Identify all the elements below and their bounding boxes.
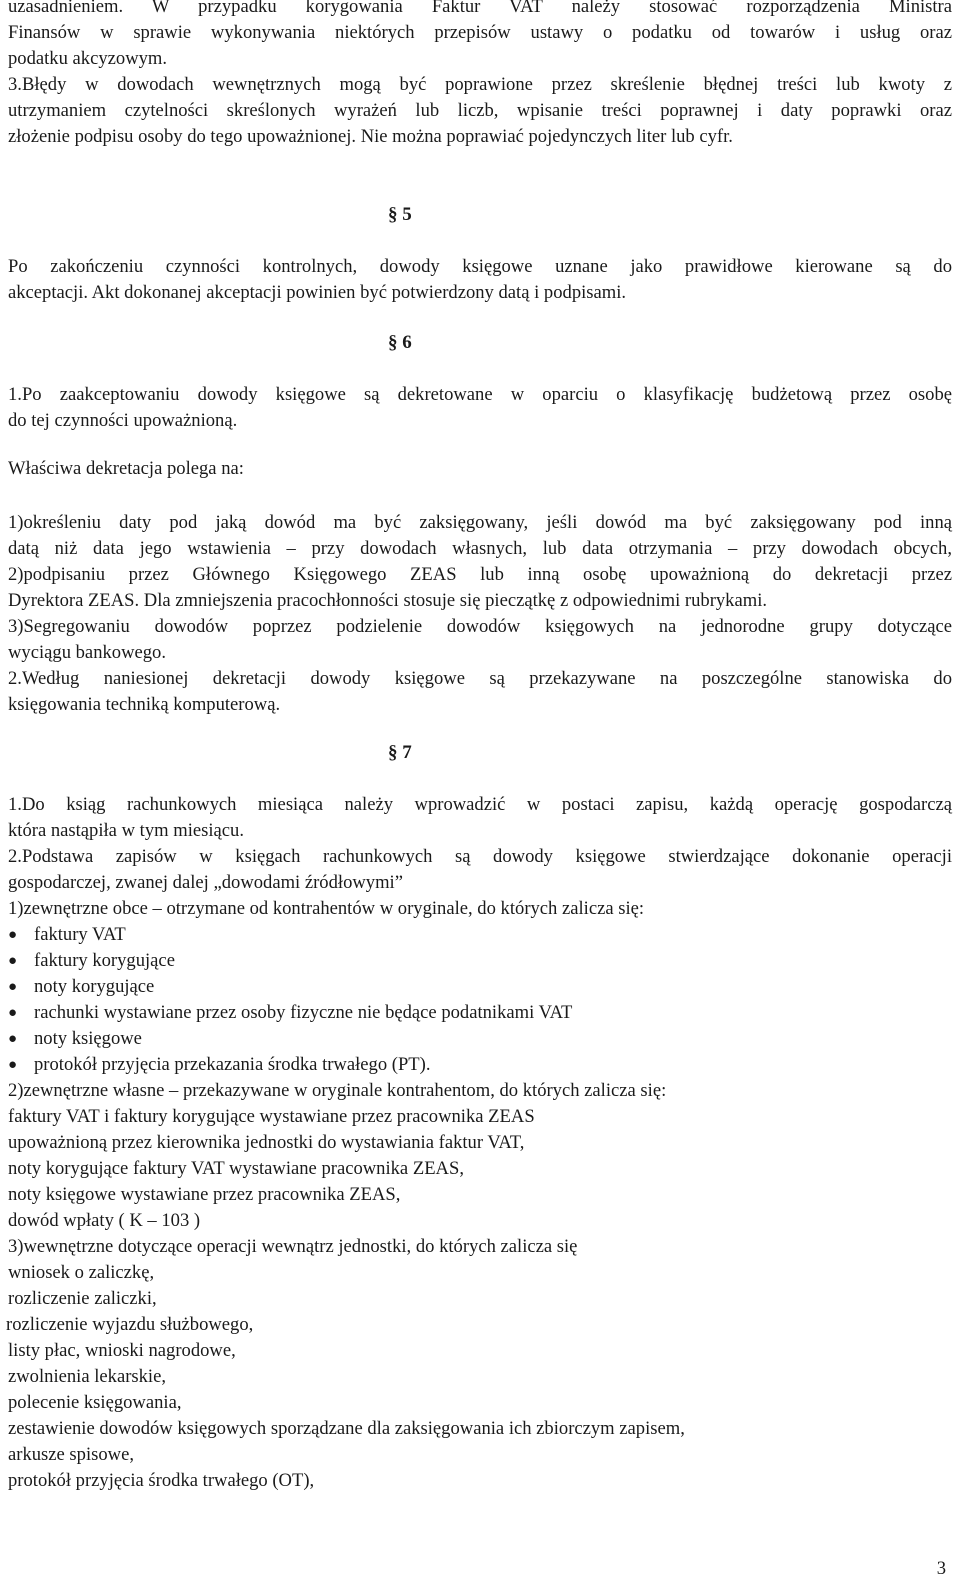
text-line: datą niż data jego wstawienia – przy dowodach własnych, lub data otrzymania – przy dowodach obcych, [8, 538, 952, 559]
text-line: 3)wewnętrzne dotyczące operacji wewnątrz jednostki, do których zalicza się [8, 1236, 578, 1257]
bullet-icon: ● [8, 1057, 18, 1073]
text-line: 2.Podstawa zapisów w księgach rachunkowych są dowody księgowe stwierdzające dokonanie operacji [8, 846, 952, 867]
text-line: akceptacji. Akt dokonanej akceptacji powinien być potwierdzony datą i podpisami. [8, 282, 627, 303]
text-line: Finansów w sprawie wykonywania niektórych przepisów ustawy o podatku od towarów i usług oraz [8, 22, 952, 43]
text-line: gospodarczej, zwanej dalej „dowodami źródłowymi” [8, 872, 403, 893]
list-item: noty księgowe [34, 1028, 142, 1049]
text-line: złożenie podpisu osoby do tego upoważnionej. Nie można poprawiać pojedynczych liter lub cyfr. [8, 126, 733, 147]
text-line: rozliczenie wyjazdu służbowego, [6, 1314, 254, 1335]
text-line: 2)podpisaniu przez Głównego Księgowego ZEAS lub inną osobę upoważnioną do dekretacji przez [8, 564, 952, 585]
text-line: rozliczenie zaliczki, [8, 1288, 157, 1309]
list-item: rachunki wystawiane przez osoby fizyczne nie będące podatnikami VAT [34, 1002, 573, 1023]
text-line: zwolnienia lekarskie, [8, 1366, 166, 1387]
text-line: do tej czynności upoważnioną. [8, 410, 238, 431]
list-item: faktury VAT [34, 924, 126, 945]
text-line: Po zakończeniu czynności kontrolnych, dowody księgowe uznane jako prawidłowe kierowane są do [8, 256, 952, 277]
text-line: 3.Błędy w dowodach wewnętrznych mogą być poprawione przez skreślenie błędnej treści lub kwoty z [8, 74, 952, 95]
text-line: utrzymaniem czytelności skreślonych wyrażeń lub liczb, wpisanie treści poprawnej i daty poprawki oraz [8, 100, 952, 121]
text-line: 1)określeniu daty pod jaką dowód ma być zaksięgowany, jeśli dowód ma być zaksięgowany pod inną [8, 512, 952, 533]
list-item: noty korygujące [34, 976, 155, 997]
text-line: Dyrektora ZEAS. Dla zmniejszenia pracochłonności stosuje się pieczątkę z odpowiednimi rubrykami. [8, 590, 768, 611]
text-line: noty księgowe wystawiane przez pracownika ZEAS, [8, 1184, 401, 1205]
text-line: podatku akcyzowym. [8, 48, 168, 69]
text-line: Właściwa dekretacja polega na: [8, 458, 244, 479]
text-line: 1.Po zaakceptowaniu dowody księgowe są dekretowane w oparciu o klasyfikację budżetową przez osobę [8, 384, 952, 405]
text-line: zestawienie dowodów księgowych sporządzane dla zaksięgowania ich zbiorczym zapisem, [8, 1418, 685, 1439]
text-line: arkusze spisowe, [8, 1444, 134, 1465]
section-heading-6: § 6 [388, 332, 412, 353]
text-line: dowód wpłaty ( K – 103 ) [8, 1210, 201, 1231]
bullet-icon: ● [8, 927, 18, 943]
text-line: noty korygujące faktury VAT wystawiane pracownika ZEAS, [8, 1158, 464, 1179]
text-line: która nastąpiła w tym miesiącu. [8, 820, 244, 841]
text-line: protokół przyjęcia środka trwałego (OT), [8, 1470, 315, 1491]
text-line: 2.Według naniesionej dekretacji dowody księgowe są przekazywane na poszczególne stanowiska do [8, 668, 952, 689]
text-line: księgowania techniką komputerową. [8, 694, 281, 715]
text-line: faktury VAT i faktury korygujące wystawiane przez pracownika ZEAS [8, 1106, 535, 1127]
text-line: 1.Do ksiąg rachunkowych miesiąca należy wprowadzić w postaci zapisu, każdą operację gospodarczą [8, 794, 952, 815]
bullet-icon: ● [8, 953, 18, 969]
text-line: 1)zewnętrzne obce – otrzymane od kontrahentów w oryginale, do których zalicza się: [8, 898, 645, 919]
text-line: 2)zewnętrzne własne – przekazywane w oryginale kontrahentom, do których zalicza się: [8, 1080, 667, 1101]
bullet-icon: ● [8, 979, 18, 995]
list-item: protokół przyjęcia przekazania środka trwałego (PT). [34, 1054, 431, 1075]
text-line: wyciągu bankowego. [8, 642, 167, 663]
page-number: 3 [936, 1558, 946, 1579]
text-line: uzasadnieniem. W przypadku korygowania Faktur VAT należy stosować rozporządzenia Ministra [8, 0, 952, 17]
text-line: 3)Segregowaniu dowodów poprzez podzielenie dowodów księgowych na jednorodne grupy dotyczące [8, 616, 952, 637]
bullet-icon: ● [8, 1031, 18, 1047]
text-line: wniosek o zaliczkę, [8, 1262, 155, 1283]
bullet-icon: ● [8, 1005, 18, 1021]
list-item: faktury korygujące [34, 950, 175, 971]
text-line: upoważnioną przez kierownika jednostki do wystawiania faktur VAT, [8, 1132, 525, 1153]
section-heading-7: § 7 [388, 742, 412, 763]
section-heading-5: § 5 [388, 204, 412, 225]
text-line: polecenie księgowania, [8, 1392, 182, 1413]
text-line: listy płac, wnioski nagrodowe, [8, 1340, 236, 1361]
